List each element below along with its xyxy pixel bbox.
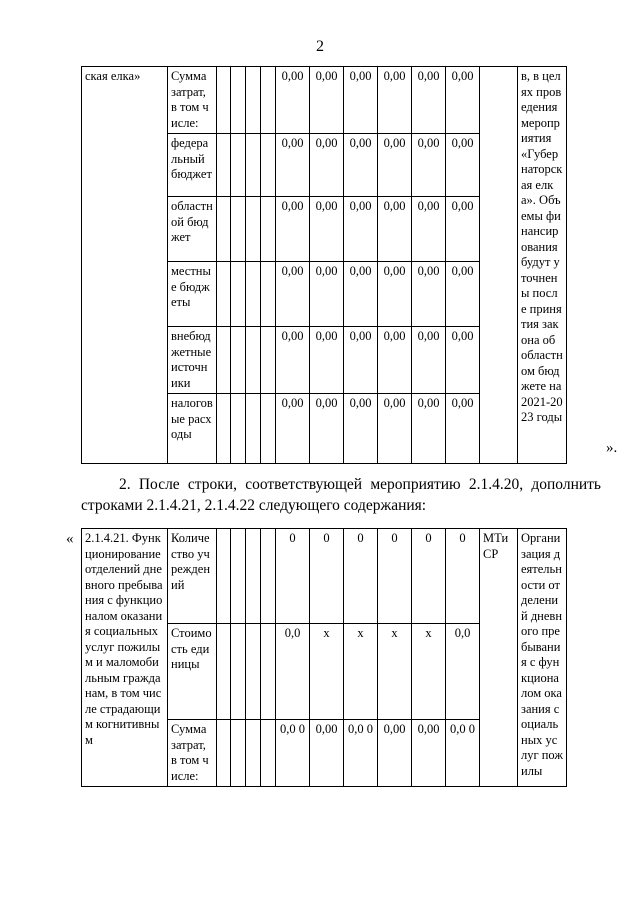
paragraph-line-1: 2. После строки, соответствующей мероприятию 2.1.4.20, дополнить — [119, 476, 601, 493]
value-cell: 0,00 — [412, 134, 446, 197]
result-cell: Организация деятельности отделений дневного пребывания с функционалом оказания социальных услуг пожилы — [518, 529, 567, 787]
row-label-cell: областной бюджет — [168, 197, 217, 262]
empty-cell — [246, 134, 261, 197]
activity-name-cell: ская елка» — [82, 67, 168, 464]
empty-cell — [261, 134, 276, 197]
value-cell: 0,00 — [446, 134, 480, 197]
value-cell: 0,00 — [344, 394, 378, 464]
empty-cell — [217, 197, 231, 262]
value-cell: 0 — [344, 529, 378, 624]
empty-cell — [231, 624, 246, 720]
value-cell: 0,00 — [276, 67, 310, 134]
empty-cell — [261, 720, 276, 787]
value-cell: 0,00 — [446, 262, 480, 327]
value-cell: 0 — [276, 529, 310, 624]
value-cell: 0,00 — [310, 262, 344, 327]
value-cell: х — [310, 624, 344, 720]
value-cell: 0,00 — [310, 327, 344, 394]
empty-cell — [217, 529, 231, 624]
row-label-cell: Сумма затрат, в том числе: — [168, 720, 217, 787]
value-cell: 0,00 — [310, 394, 344, 464]
value-cell: 0,0 — [446, 624, 480, 720]
value-cell: 0,00 — [276, 327, 310, 394]
empty-cell — [261, 67, 276, 134]
value-cell: 0,00 — [378, 394, 412, 464]
value-cell: 0,0 — [276, 624, 310, 720]
value-cell: 0,00 — [412, 327, 446, 394]
value-cell: 0,00 — [412, 262, 446, 327]
row-label-cell: местные бюджеты — [168, 262, 217, 327]
value-cell: 0,00 — [344, 134, 378, 197]
value-cell: 0,00 — [446, 327, 480, 394]
page-number: 2 — [316, 38, 324, 55]
value-cell: х — [378, 624, 412, 720]
value-cell: х — [412, 624, 446, 720]
empty-cell — [261, 197, 276, 262]
table-row — [82, 529, 567, 624]
value-cell: 0,00 — [378, 197, 412, 262]
value-cell: 0,00 — [276, 262, 310, 327]
empty-cell — [261, 262, 276, 327]
executor-cell — [480, 67, 518, 464]
empty-cell — [246, 67, 261, 134]
value-cell: х — [344, 624, 378, 720]
empty-cell — [246, 529, 261, 624]
row-label-cell: Сумма затрат, в том числе: — [168, 67, 217, 134]
value-cell: 0,00 — [276, 394, 310, 464]
value-cell: 0,00 — [446, 394, 480, 464]
empty-cell — [217, 624, 231, 720]
value-cell: 0,00 — [412, 67, 446, 134]
empty-cell — [217, 327, 231, 394]
value-cell: 0,0 0 — [446, 720, 480, 787]
empty-cell — [231, 67, 246, 134]
activity-name-cell: 2.1.4.21. Функционирование отделений дневного пребывания с функционалом оказания социальных услуг пожилым и маломобильным гражданам, в том числе страдающим когнитивным — [82, 529, 168, 787]
row-label-cell: Стоимость единицы — [168, 624, 217, 720]
empty-cell — [217, 720, 231, 787]
value-cell: 0,00 — [378, 327, 412, 394]
value-cell: 0,00 — [310, 720, 344, 787]
value-cell: 0,00 — [310, 197, 344, 262]
empty-cell — [217, 67, 231, 134]
value-cell: 0,00 — [446, 67, 480, 134]
value-cell: 0,00 — [412, 197, 446, 262]
value-cell: 0,00 — [276, 197, 310, 262]
executor-cell: МТиСР — [480, 529, 518, 787]
value-cell: 0,0 0 — [344, 720, 378, 787]
new-activity-table — [81, 528, 567, 787]
row-label-cell: внебюджетные источники — [168, 327, 217, 394]
result-cell: в, в целях проведения мероприятия «Губернаторская елка». Объемы финансирования будут уточнены после принятия закона об областном бюджете на 2021-2023 годы — [518, 67, 567, 464]
value-cell: 0 — [310, 529, 344, 624]
value-cell: 0,00 — [378, 67, 412, 134]
row-label-cell: федеральный бюджет — [168, 134, 217, 197]
empty-cell — [261, 394, 276, 464]
empty-cell — [246, 197, 261, 262]
opening-quote: « — [66, 531, 74, 547]
empty-cell — [231, 134, 246, 197]
value-cell: 0,0 0 — [276, 720, 310, 787]
value-cell: 0 — [378, 529, 412, 624]
closing-quote: ». — [606, 440, 618, 456]
paragraph-line-2: строками 2.1.4.21, 2.1.4.22 следующего содержания: — [81, 497, 427, 514]
value-cell: 0,00 — [378, 262, 412, 327]
value-cell: 0,00 — [310, 67, 344, 134]
empty-cell — [246, 624, 261, 720]
value-cell: 0,00 — [378, 720, 412, 787]
empty-cell — [231, 262, 246, 327]
empty-cell — [231, 197, 246, 262]
empty-cell — [231, 529, 246, 624]
empty-cell — [246, 327, 261, 394]
table-row — [82, 67, 567, 134]
row-label-cell: налоговые расходы — [168, 394, 217, 464]
empty-cell — [217, 394, 231, 464]
value-cell: 0,00 — [412, 394, 446, 464]
budget-table-continued — [81, 66, 567, 464]
empty-cell — [261, 529, 276, 624]
value-cell: 0,00 — [276, 134, 310, 197]
value-cell: 0,00 — [310, 134, 344, 197]
value-cell: 0,00 — [446, 197, 480, 262]
value-cell: 0,00 — [378, 134, 412, 197]
empty-cell — [246, 394, 261, 464]
empty-cell — [217, 262, 231, 327]
empty-cell — [231, 394, 246, 464]
empty-cell — [246, 262, 261, 327]
value-cell: 0 — [412, 529, 446, 624]
empty-cell — [231, 327, 246, 394]
value-cell: 0,00 — [344, 197, 378, 262]
value-cell: 0,00 — [412, 720, 446, 787]
empty-cell — [261, 327, 276, 394]
value-cell: 0 — [446, 529, 480, 624]
empty-cell — [231, 720, 246, 787]
value-cell: 0,00 — [344, 327, 378, 394]
empty-cell — [246, 720, 261, 787]
empty-cell — [217, 134, 231, 197]
empty-cell — [261, 624, 276, 720]
row-label-cell: Количество учреждений — [168, 529, 217, 624]
value-cell: 0,00 — [344, 262, 378, 327]
value-cell: 0,00 — [344, 67, 378, 134]
